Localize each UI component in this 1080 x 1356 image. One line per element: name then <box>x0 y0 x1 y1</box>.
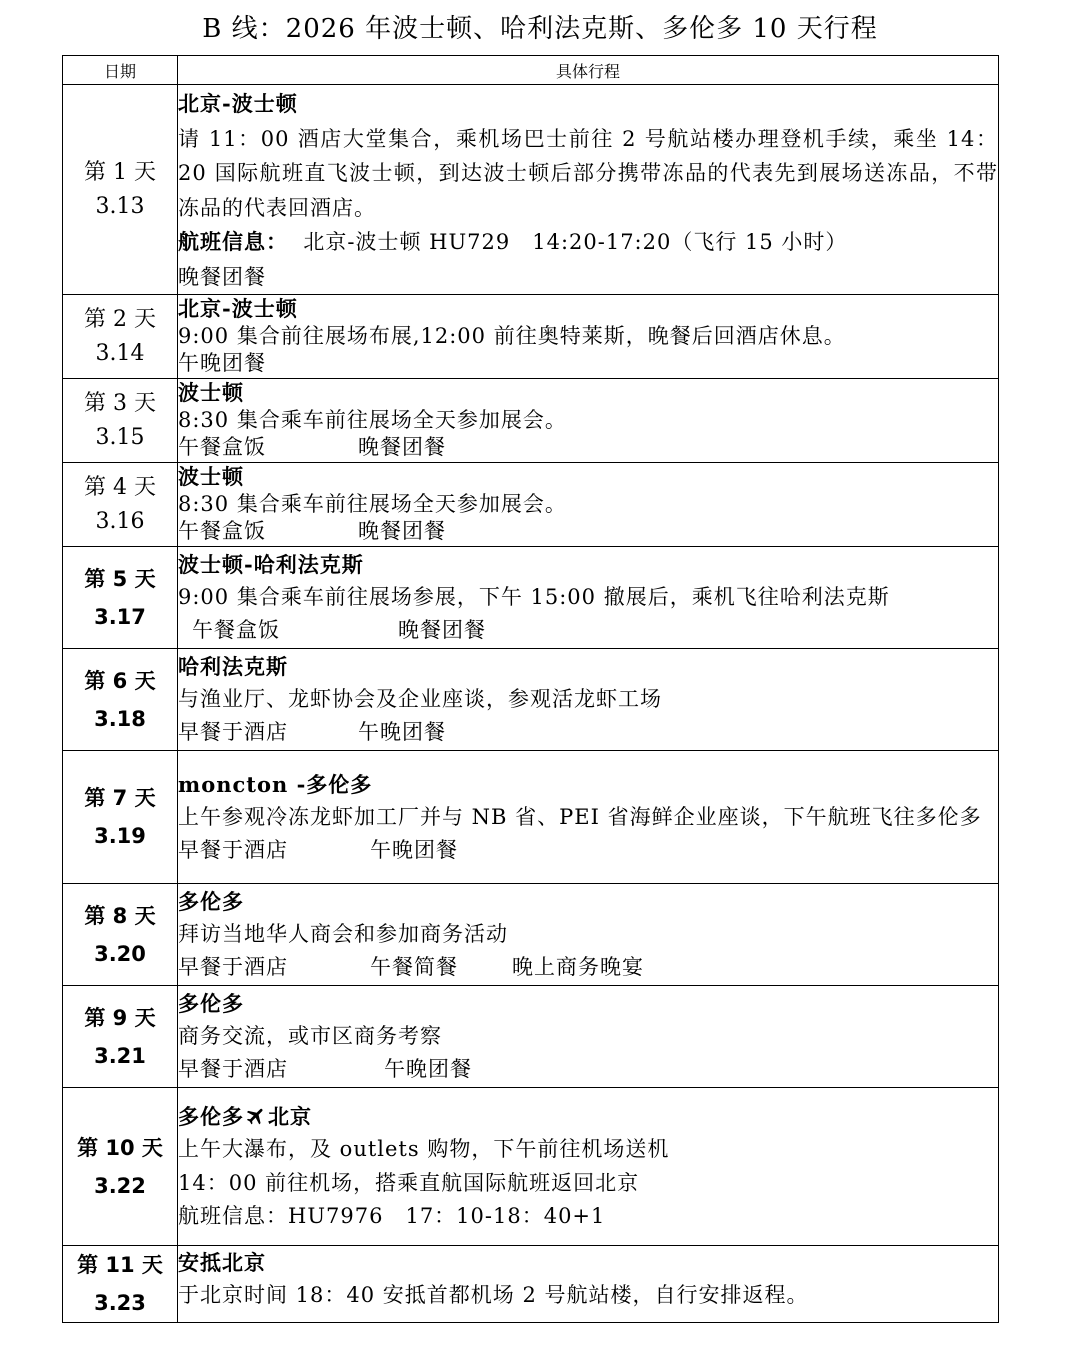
flight-row <box>178 225 998 260</box>
day-label: 第 11 天 <box>77 1253 163 1277</box>
day-date: 3.13 <box>95 193 145 219</box>
meal-row <box>178 614 998 647</box>
day-heading: 哈利法克斯 <box>178 654 288 679</box>
table-row <box>63 295 999 379</box>
meal-item: 午晚团餐 <box>178 351 266 376</box>
date-cell <box>63 1246 178 1323</box>
table-row <box>63 85 999 295</box>
day-body: 8:30 集合乘车前往展场全天参加展会。 <box>178 407 567 432</box>
header-date: 日期 <box>63 56 178 85</box>
date-cell <box>63 547 178 649</box>
table-row <box>63 986 999 1088</box>
date-cell <box>63 85 178 295</box>
day-label: 第 1 天 <box>84 159 156 185</box>
detail-cell <box>178 547 999 649</box>
day-body: 于北京时间 18：40 安抵首都机场 2 号航站楼，自行安排返程。 <box>178 1283 809 1307</box>
meal-item: 晚餐团餐 <box>358 519 446 544</box>
meal-item: 午晚团餐 <box>358 720 446 744</box>
table-row <box>63 547 999 649</box>
meal-row <box>178 951 998 984</box>
meal-item: 早餐于酒店 <box>178 955 288 979</box>
date-cell <box>63 884 178 986</box>
day-date: 3.23 <box>94 1291 146 1315</box>
day-date: 3.15 <box>95 424 145 450</box>
table-row <box>63 1246 999 1323</box>
detail-cell <box>178 85 999 295</box>
heading-from: 多伦多 <box>178 1103 244 1129</box>
detail-cell <box>178 1246 999 1323</box>
day-body: 商务交流，或市区商务考察 <box>178 1024 442 1048</box>
header-detail: 具体行程 <box>178 56 999 85</box>
date-cell <box>63 649 178 751</box>
flight-label: 航班信息： <box>178 229 288 254</box>
day-heading: 北京-波士顿 <box>178 296 298 322</box>
meal-row <box>178 1053 998 1086</box>
day-date: 3.18 <box>94 706 146 731</box>
date-cell <box>63 1088 178 1246</box>
day-body: 拜访当地华人商会和参加商务活动 <box>178 922 508 946</box>
date-cell <box>63 379 178 463</box>
meal-item: 午餐盒饭 <box>178 435 266 460</box>
day-date: 3.21 <box>94 1043 146 1068</box>
meal-row <box>178 834 998 867</box>
meal-item: 午餐简餐 <box>370 955 458 979</box>
day-body: 上午大瀑布，及 outlets 购物，下午前往机场送机 <box>178 1137 670 1161</box>
meal-item: 午餐盒饭 <box>192 618 280 642</box>
meal-row <box>178 518 998 546</box>
table-row <box>63 379 999 463</box>
day-body: 8:30 集合乘车前往展场全天参加展会。 <box>178 491 567 516</box>
flight-info: 北京-波士顿 HU729 14:20-17:20（飞行 15 小时） <box>303 230 848 254</box>
detail-cell <box>178 1088 999 1246</box>
table-row <box>63 463 999 547</box>
detail-cell <box>178 751 999 884</box>
day-label: 第 5 天 <box>84 566 156 591</box>
detail-cell <box>178 295 999 379</box>
meal-item: 早餐于酒店 <box>178 720 288 744</box>
date-cell <box>63 295 178 379</box>
day-date: 3.19 <box>94 824 146 848</box>
meal-item: 晚餐团餐 <box>178 264 266 289</box>
day-heading: 多伦多 <box>178 991 244 1016</box>
meal-item: 早餐于酒店 <box>178 837 288 862</box>
day-body: 9:00 集合乘车前往展场参展，下午 15:00 撤展后，乘机飞往哈利法克斯 <box>178 585 890 609</box>
date-cell <box>63 751 178 884</box>
day-heading <box>178 1100 998 1134</box>
detail-cell <box>178 649 999 751</box>
day-date: 3.14 <box>95 340 145 366</box>
day-label: 第 6 天 <box>84 668 156 693</box>
meal-row <box>178 350 998 378</box>
date-cell <box>63 986 178 1088</box>
day-label: 第 2 天 <box>84 306 156 332</box>
detail-cell <box>178 986 999 1088</box>
table-row <box>63 751 999 884</box>
day-body: 与渔业厅、龙虾协会及企业座谈，参观活龙虾工场 <box>178 687 662 711</box>
detail-cell <box>178 463 999 547</box>
day-heading: 安抵北京 <box>178 1250 266 1275</box>
heading-to: 北京 <box>268 1103 312 1129</box>
day-heading: 北京-波士顿 <box>178 91 298 116</box>
day-body: 9:00 集合前往展场布展,12:00 前往奥特莱斯，晚餐后回酒店休息。 <box>178 323 846 348</box>
date-cell <box>63 463 178 547</box>
meal-item: 午餐盒饭 <box>178 519 266 544</box>
day-date: 3.22 <box>94 1173 146 1198</box>
meal-item: 晚上商务晚宴 <box>512 955 644 979</box>
flight-row: 航班信息：HU7976 17：10-18：40+1 <box>178 1204 606 1228</box>
airplane-icon <box>244 1105 268 1127</box>
day-label: 第 3 天 <box>84 390 156 416</box>
meal-row <box>178 260 998 295</box>
table-row <box>63 1088 999 1246</box>
meal-item: 午晚团餐 <box>384 1057 472 1081</box>
day-date: 3.16 <box>95 508 145 534</box>
day-label: 第 4 天 <box>84 474 156 500</box>
table-row <box>63 884 999 986</box>
day-date: 3.20 <box>94 941 146 966</box>
day-heading: 波士顿-哈利法克斯 <box>178 552 364 577</box>
detail-cell <box>178 379 999 463</box>
day-heading: 波士顿 <box>178 380 244 406</box>
day-heading: moncton -多伦多 <box>178 771 373 797</box>
day-label: 第 8 天 <box>84 903 156 928</box>
day-date: 3.17 <box>94 604 146 629</box>
meal-item: 午晚团餐 <box>370 837 458 862</box>
meal-item: 晚餐团餐 <box>358 435 446 460</box>
day-body: 请 11：00 酒店大堂集合，乘机场巴士前往 2 号航站楼办理登机手续，乘坐 14：20 国际航班直飞波士顿，到达波士顿后部分携带冻品的代表先到展场送冻品，不带冻品的代表回酒店。 <box>178 126 998 220</box>
itinerary-table <box>62 55 999 1323</box>
table-row <box>63 649 999 751</box>
table-header-row <box>63 56 999 85</box>
day-body: 上午参观冷冻龙虾加工厂并与 NB 省、PEI 省海鲜企业座谈，下午航班飞往多伦多 <box>178 804 982 829</box>
day-heading: 波士顿 <box>178 464 244 490</box>
detail-cell <box>178 884 999 986</box>
page-title: B 线：2026 年波士顿、哈利法克斯、多伦多 10 天行程 <box>202 14 878 44</box>
day-label: 第 10 天 <box>77 1135 163 1160</box>
meal-row <box>178 716 998 749</box>
day-label: 第 9 天 <box>84 1005 156 1030</box>
meal-row <box>178 434 998 462</box>
meal-item: 早餐于酒店 <box>178 1057 288 1081</box>
meal-item: 晚餐团餐 <box>398 618 486 642</box>
day-label: 第 7 天 <box>84 786 156 810</box>
day-body-2: 14：00 前往机场，搭乘直航国际航班返回北京 <box>178 1170 640 1195</box>
day-heading: 多伦多 <box>178 889 244 914</box>
